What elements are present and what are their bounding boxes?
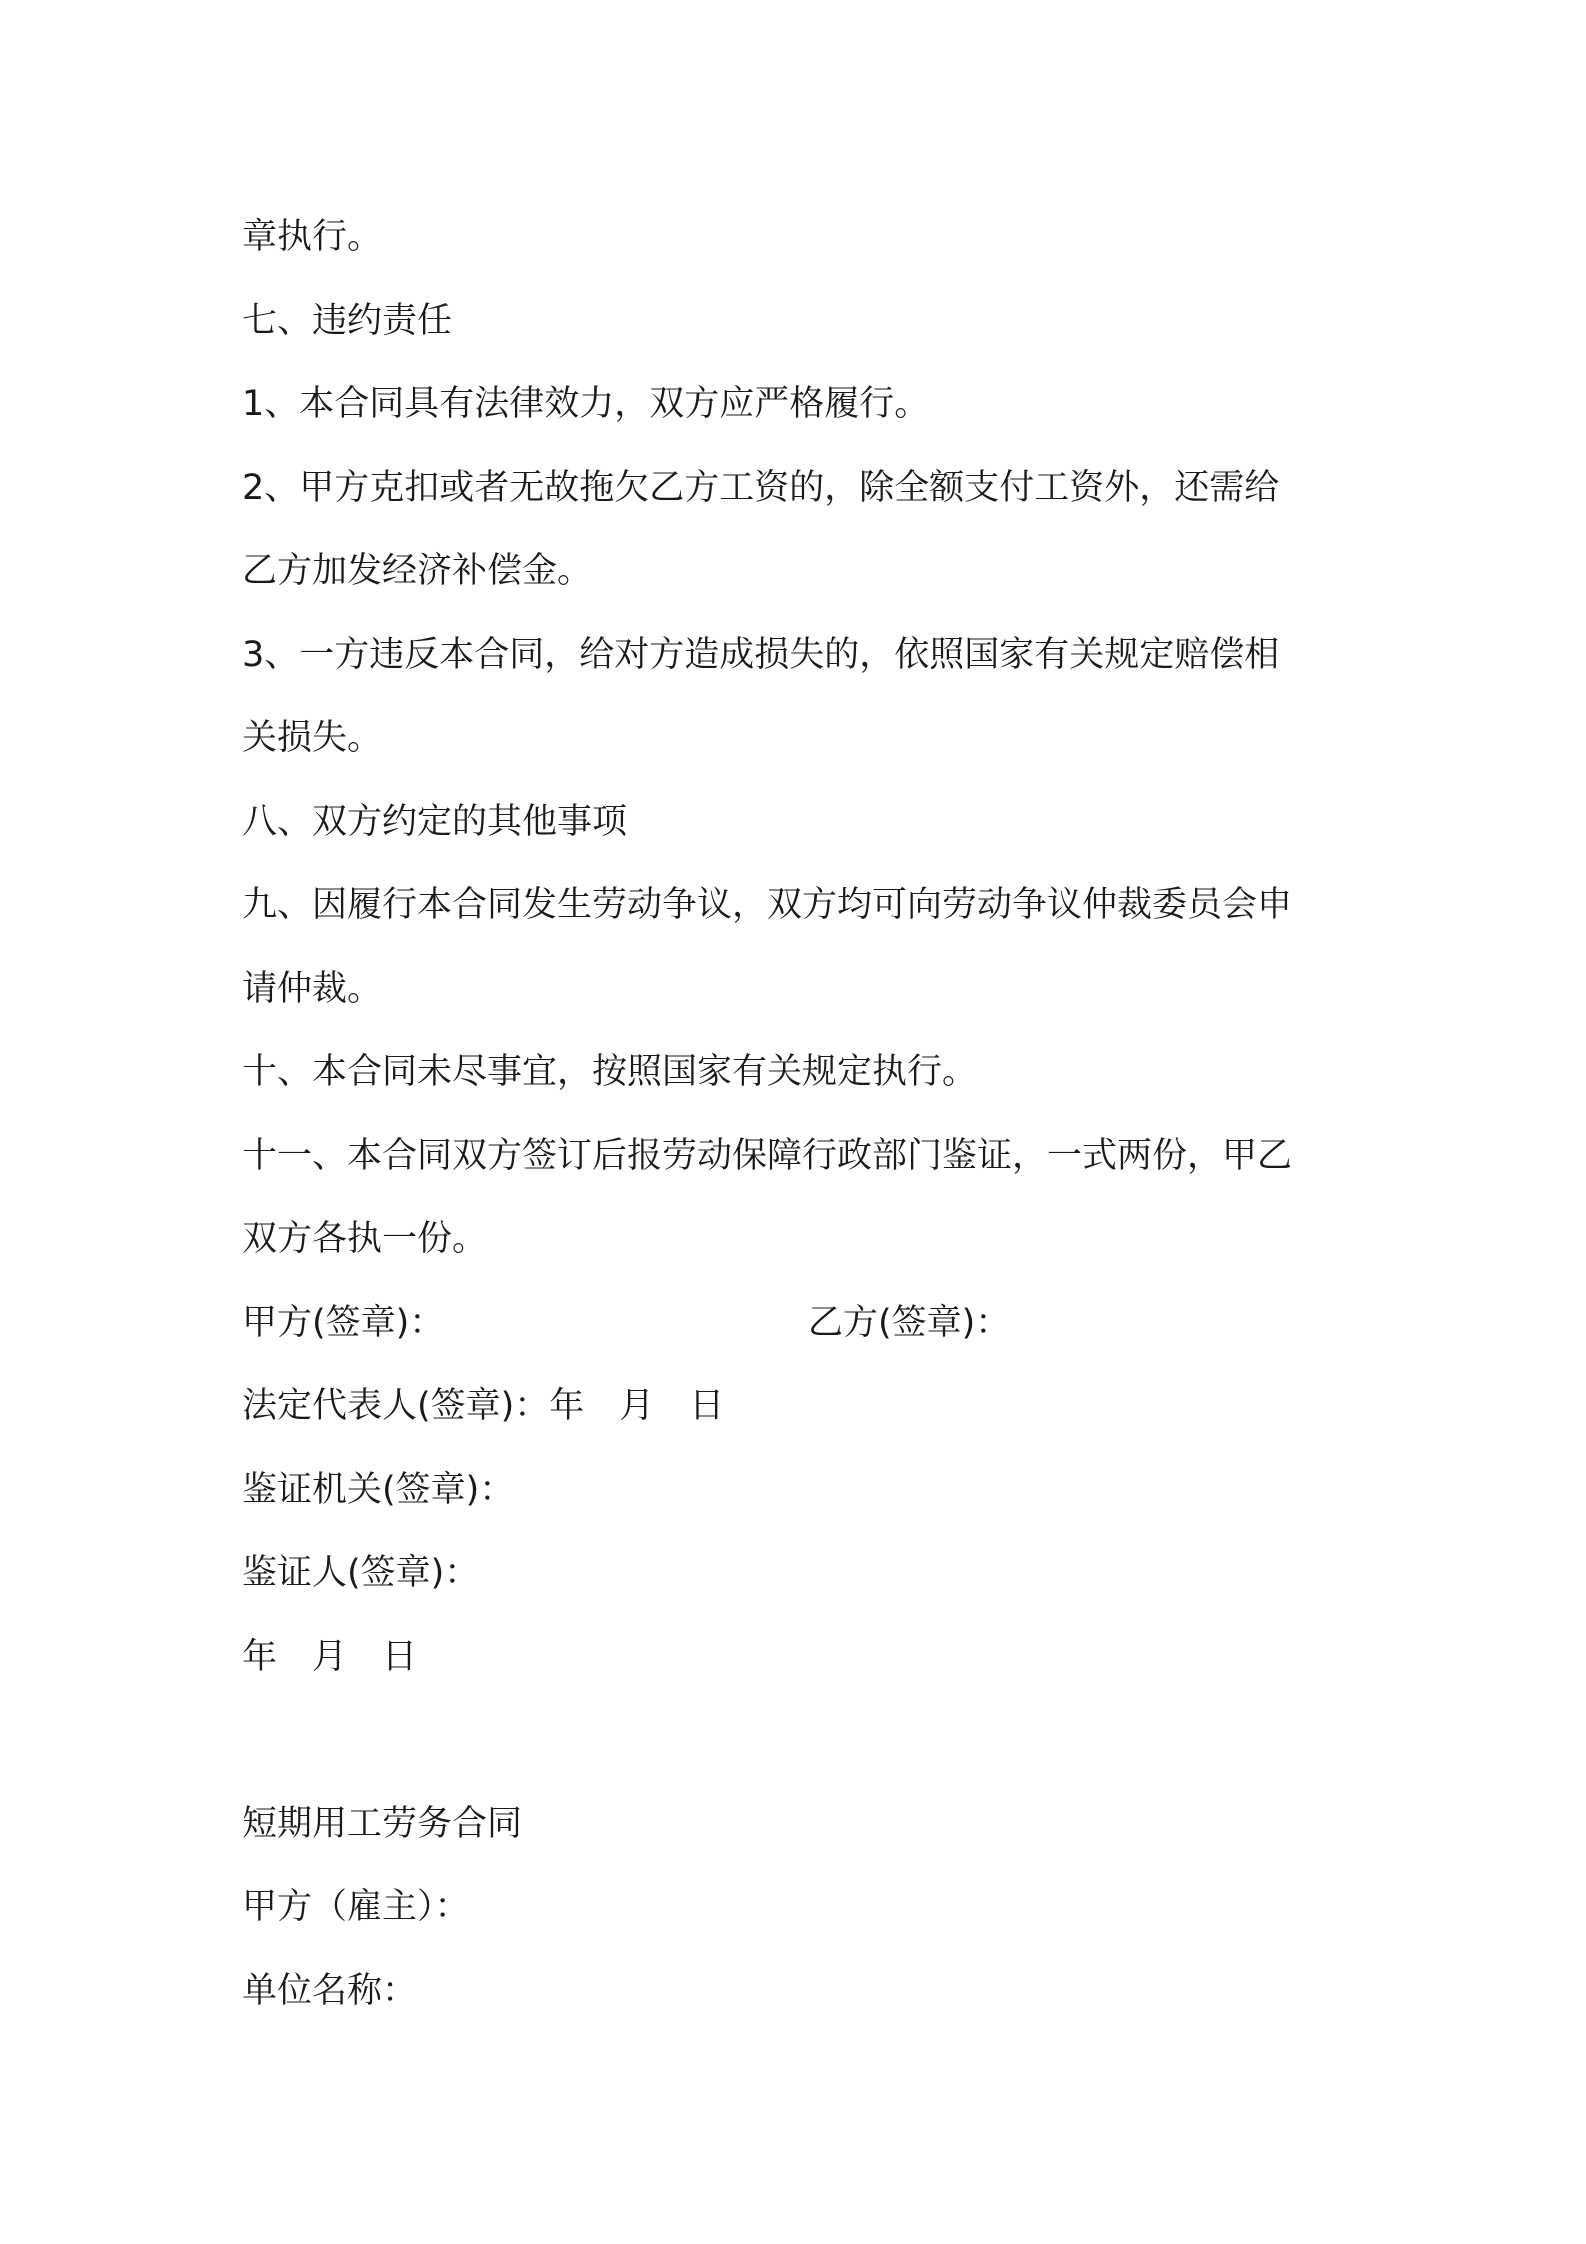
legal-representative-signature-label: 法定代表人(签章)：年 月 日 [242, 1386, 725, 1426]
date-line: 年 月 日 [242, 1636, 418, 1677]
certification-authority-signature-label: 鉴证机关(签章)： [242, 1469, 515, 1510]
certifier-signature-label: 鉴证人(签章)： [242, 1553, 480, 1593]
contract-title: 短期用工劳务合同 [242, 1803, 523, 1844]
party-b-signature-label: 乙方(签章)： [808, 1302, 1011, 1343]
clause-item: 2、甲方克扣或者无故拖欠乙方工资的，除全额支付工资外，还需给 [242, 467, 1280, 508]
section-heading-certification: 十一、本合同双方签订后报劳动保障行政部门鉴证，一式两份，甲乙 [242, 1135, 1293, 1176]
clause-continuation: 关损失。 [242, 718, 383, 758]
clause-continuation: 章执行。 [242, 217, 383, 257]
blank-line [242, 1699, 1352, 1783]
party-a-employer-label: 甲方（雇主）： [242, 1887, 470, 1927]
signature-row [242, 1282, 1352, 1366]
section-heading-breach: 七、违约责任 [242, 300, 453, 341]
section-heading-unresolved: 十、本合同未尽事宜，按照国家有关规定执行。 [242, 1052, 978, 1092]
company-name-label: 单位名称： [242, 1970, 418, 2011]
clause-continuation: 乙方加发经济补偿金。 [242, 551, 593, 591]
section-heading-dispute: 九、因履行本合同发生劳动争议，双方均可向劳动争议仲裁委员会申 [242, 885, 1293, 925]
clause-item: 1、本合同具有法律效力，双方应严格履行。 [242, 384, 930, 424]
clause-continuation: 双方各执一份。 [242, 1219, 488, 1259]
document-body [242, 196, 1352, 2033]
party-a-signature-label: 甲方(签章)： [242, 1302, 445, 1343]
clause-item: 3、一方违反本合同，给对方造成损失的，依照国家有关规定赔偿相 [242, 634, 1280, 675]
section-heading-other-matters: 八、双方约定的其他事项 [242, 801, 628, 842]
clause-continuation: 请仲裁。 [242, 968, 383, 1009]
